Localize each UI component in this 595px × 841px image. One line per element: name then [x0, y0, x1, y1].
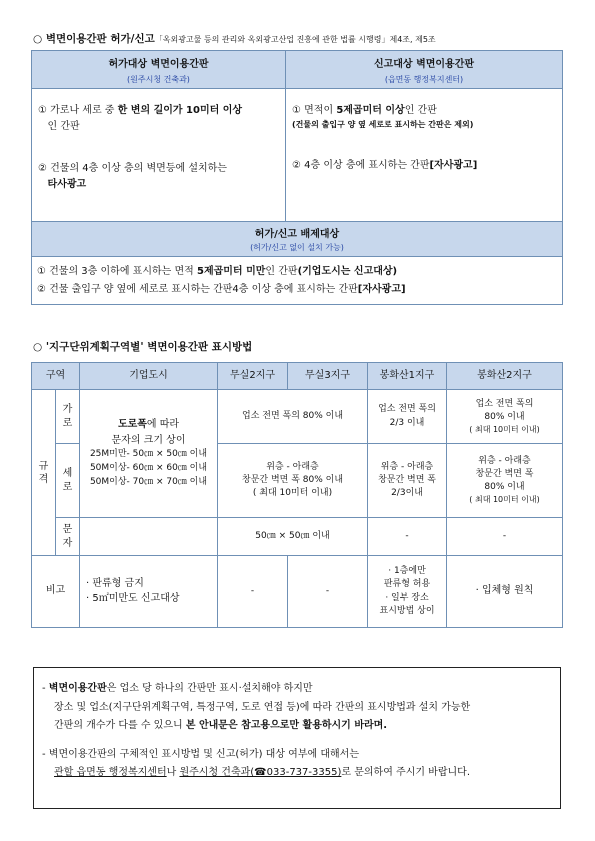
garo-musil: 업소 전면 폭의 80% 이내	[218, 390, 368, 444]
munja-bonghwa1: -	[368, 518, 447, 556]
header-gieop: 기업도시	[80, 363, 218, 390]
row-bigo: 비고	[32, 556, 80, 628]
section1-heading: 벽면이용간판 허가/신고	[45, 33, 155, 45]
section1-legal-ref: 「옥외광고물 등의 관리와 옥외광고산업 진흥에 관한 법률 시행령」제4조, 제5조	[154, 35, 436, 44]
bigo-gieop: · 판류형 금지 · 5㎡미만도 신고대상	[80, 556, 218, 628]
row-munja: 문자	[56, 518, 80, 556]
garo-bonghwa2: 업소 전면 폭의 80% 이내 ( 최대 10미터 이내)	[447, 390, 563, 444]
header-musil3: 무실3지구	[288, 363, 368, 390]
bigo-bonghwa2: · 입체형 원칙	[447, 556, 563, 628]
header-zone: 구역	[32, 363, 80, 390]
header-bonghwa1: 봉화산1지구	[368, 363, 447, 390]
munja-musil: 50㎝ × 50㎝ 이내	[218, 518, 368, 556]
bigo-musil2: -	[218, 556, 288, 628]
sero-musil: 위층 - 아래층 창문간 벽면 폭 80% 이내 ( 최대 10미터 이내)	[218, 444, 368, 518]
section2-heading: '지구단위계획구역별' 벽면이용간판 표시방법	[45, 341, 253, 353]
exclusion-header: 허가/신고 배제대상 (허가/신고 없이 설치 가능)	[32, 222, 563, 257]
munja-bonghwa2: -	[447, 518, 563, 556]
sero-bonghwa2: 위층 - 아래층 창문간 벽면 폭 80% 이내 ( 최대 10미터 이내)	[447, 444, 563, 518]
section2-title	[33, 339, 252, 354]
header-bonghwa2: 봉화산2지구	[447, 363, 563, 390]
permit-report-table	[31, 50, 563, 305]
bullet-icon: ○	[33, 341, 43, 353]
permit-items: ① 가로나 세로 중 한 변의 길이가 10미터 이상 인 간판 ② 건물의 4층 이상 층의 벽면등에 설치하는 타사광고	[32, 89, 286, 222]
gieop-spec: 도로폭에 따라 문자의 크기 상이 25M미만- 50㎝ × 50㎝ 이내 50M이상- 60㎝ × 60㎝ 이내 50M이상- 70㎝ × 70㎝ 이내	[80, 390, 218, 518]
exclusion-items: ① 건물의 3층 이하에 표시하는 면적 5제곱미터 미만인 간판(기업도시는 신고대상) ② 건물 출입구 양 옆에 세로로 표시하는 간판4층 이상 층에 표시하는 간판[자사광고]	[32, 257, 563, 305]
notice-box: - 벽면이용간판은 업소 당 하나의 간판만 표시·설치해야 하지만 장소 및 업소(지구단위계획구역, 특정구역, 도로 연접 등)에 따라 간판의 표시방법과 설치 가능한 간판의 개수가 다를 수 있으니 본 안내문은 참고용으로만 활용하시기 바라며. - 벽면이용간판의 구체적인 표시방법 및 신고(허가) 대상 여부에 대해서는 관할 읍면동 행정복지센터나 원주시청 건축과(☎033-737-3355)로 문의하여 주시기 바랍니다.	[33, 667, 561, 809]
garo-bonghwa1: 업소 전면 폭의 2/3 이내	[368, 390, 447, 444]
row-group-spec: 규격	[32, 390, 56, 556]
permit-header: 허가대상 벽면이용간판 (원주시청 건축과)	[32, 51, 286, 89]
bigo-musil3: -	[288, 556, 368, 628]
report-items: ① 면적이 5제곱미터 이상인 간판 (건물의 출입구 양 옆 세로로 표시하는 간판은 제외) ② 4층 이상 층에 표시하는 간판[자사광고]	[286, 89, 563, 222]
report-header: 신고대상 벽면이용간판 (읍면동 행정복지센터)	[286, 51, 563, 89]
bigo-bonghwa1: · 1층에만 판류형 허용 · 일부 장소 표시방법 상이	[368, 556, 447, 628]
header-musil2: 무실2지구	[218, 363, 288, 390]
district-sign-table	[31, 362, 563, 628]
bullet-icon: ○	[33, 33, 43, 45]
section1-title	[33, 31, 436, 46]
munja-gieop	[80, 518, 218, 556]
sero-bonghwa1: 위층 - 아래층 창문간 벽면 폭 2/3이내	[368, 444, 447, 518]
row-garo: 가로	[56, 390, 80, 444]
row-sero: 세로	[56, 444, 80, 518]
